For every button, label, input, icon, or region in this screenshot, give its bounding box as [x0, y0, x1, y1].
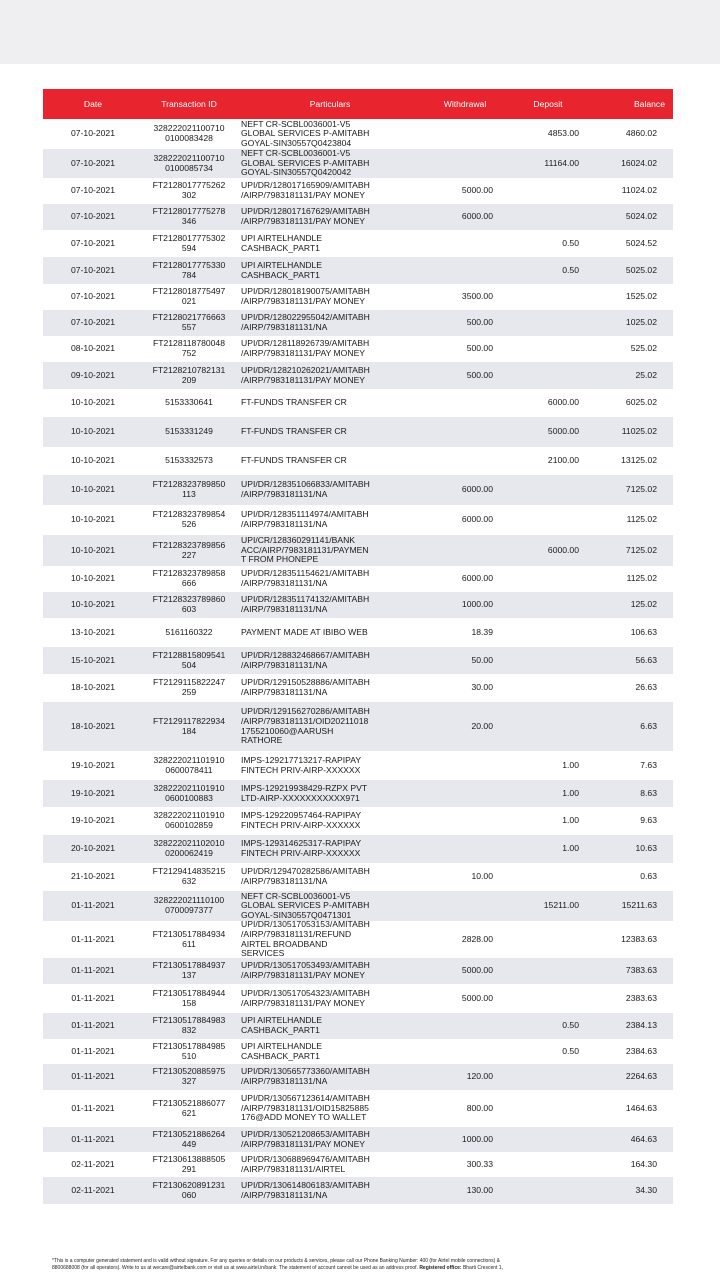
cell-balance: 2383.63 — [625, 992, 657, 1003]
cell-date: 08-10-2021 — [71, 343, 115, 354]
cell-transaction-id: FT2128017775262 302 — [152, 180, 226, 200]
cell-date: 09-10-2021 — [71, 369, 115, 380]
cell-deposit: 6000.00 — [547, 544, 579, 555]
cell-date: 07-10-2021 — [71, 237, 115, 248]
cell-date: 10-10-2021 — [71, 426, 115, 437]
cell-withdrawal: 6000.00 — [461, 573, 493, 584]
header-transaction-id: Transaction ID — [161, 99, 217, 109]
cell-withdrawal: 3500.00 — [461, 291, 493, 302]
cell-withdrawal: 300.33 — [466, 1158, 493, 1169]
cell-withdrawal: 500.00 — [466, 343, 493, 354]
cell-particulars: UPI/DR/128351154621/AMITABH /AIRP/7983181131/NA — [241, 568, 370, 588]
table-row — [43, 1152, 673, 1177]
cell-deposit: 1.00 — [562, 759, 579, 770]
cell-transaction-id: FT2128018775497 021 — [152, 286, 226, 306]
cell-transaction-id: FT2130517884983 832 — [152, 1015, 226, 1035]
cell-transaction-id: FT2130520885975 327 — [152, 1066, 226, 1086]
cell-particulars: NEFT CR-SCBL0036001-V5 GLOBAL SERVICES P-AMITABH GOYAL-SIN30557Q0420042 — [241, 148, 370, 178]
cell-transaction-id: 5161160322 — [165, 626, 213, 637]
cell-transaction-id: FT2128021776663 557 — [152, 312, 226, 332]
cell-withdrawal: 6000.00 — [461, 211, 493, 222]
cell-transaction-id: 5153330641 — [165, 397, 213, 408]
cell-balance: 56.63 — [635, 654, 657, 665]
table-row — [43, 984, 673, 1013]
cell-withdrawal: 5000.00 — [461, 992, 493, 1003]
table-row — [43, 336, 673, 362]
cell-date: 10-10-2021 — [71, 397, 115, 408]
cell-withdrawal: 120.00 — [466, 1071, 493, 1082]
table-row — [43, 362, 673, 389]
table-row — [43, 592, 673, 618]
cell-transaction-id: FT2130613888505 291 — [152, 1153, 226, 1174]
cell-balance: 5024.52 — [625, 237, 657, 248]
cell-balance: 125.02 — [630, 599, 657, 610]
cell-balance: 464.63 — [630, 1133, 657, 1144]
cell-balance: 164.30 — [630, 1158, 657, 1169]
table-row — [43, 119, 673, 149]
table-row — [43, 149, 673, 178]
cell-transaction-id: FT2128815809541 504 — [152, 649, 226, 670]
cell-particulars: FT-FUNDS TRANSFER CR — [241, 455, 347, 466]
cell-date: 02-11-2021 — [71, 1184, 115, 1195]
header-withdrawal: Withdrawal — [443, 99, 487, 109]
cell-date: 01-11-2021 — [71, 1045, 115, 1056]
cell-balance: 10.63 — [635, 843, 657, 854]
cell-particulars: UPI/DR/130517053493/AMITABH /AIRP/7983181131/PAY MONEY — [241, 960, 370, 980]
table-row — [43, 204, 673, 230]
table-row — [43, 447, 673, 475]
cell-particulars: UPI AIRTELHANDLE CASHBACK_PART1 — [241, 259, 323, 280]
table-row — [43, 835, 673, 863]
cell-date: 07-10-2021 — [71, 157, 115, 168]
cell-transaction-id: FT2128017775330 784 — [152, 259, 226, 280]
cell-particulars: IMPS-129219938429-RZPX PVT LTD-AIRP-XXXXXXXXXXX971 — [241, 782, 368, 803]
cell-particulars: IMPS-129217713217-RAPIPAY FINTECH PRIV-AIRP-XXXXXX — [241, 754, 362, 775]
cell-transaction-id: 328222021110100 0700097377 — [153, 895, 225, 915]
cell-particulars: FT-FUNDS TRANSFER CR — [241, 397, 347, 408]
cell-particulars: UPI/DR/129470282586/AMITABH /AIRP/7983181131/NA — [241, 866, 370, 886]
cell-particulars: UPI/DR/130688969476/AMITABH /AIRP/7983181131/AIRTEL — [241, 1153, 370, 1174]
table-row — [43, 257, 673, 284]
table-row — [43, 1090, 673, 1127]
cell-transaction-id: 328222021101910 0600100883 — [153, 782, 225, 803]
cell-withdrawal: 800.00 — [466, 1102, 493, 1113]
table-row — [43, 1064, 673, 1090]
cell-balance: 2384.63 — [625, 1045, 657, 1056]
table-row — [43, 310, 673, 336]
table-row — [43, 505, 673, 535]
cell-date: 07-10-2021 — [71, 317, 115, 328]
cell-particulars: UPI/DR/128351114974/AMITABH /AIRP/7983181131/NA — [241, 509, 369, 529]
table-row — [43, 566, 673, 592]
cell-balance: 7.63 — [640, 759, 657, 770]
cell-deposit: 0.50 — [562, 1020, 579, 1031]
cell-transaction-id: FT2129115822247 259 — [153, 677, 225, 697]
table-row — [43, 921, 673, 958]
cell-deposit: 4853.00 — [547, 128, 579, 139]
cell-particulars: PAYMENT MADE AT IBIBO WEB — [241, 626, 368, 637]
cell-transaction-id: 328222021101910 0600102859 — [153, 810, 225, 830]
cell-date: 10-10-2021 — [71, 599, 115, 610]
cell-withdrawal: 20.00 — [471, 720, 493, 731]
cell-particulars: UPI/CR/128360291141/BANK ACC/AIRP/7983181131/PAYMEN T FROM PHONEPE — [241, 535, 369, 565]
cell-balance: 13125.02 — [621, 455, 657, 466]
table-row — [43, 780, 673, 807]
cell-transaction-id: FT2130517884985 510 — [152, 1040, 226, 1061]
cell-balance: 4860.02 — [625, 128, 657, 139]
cell-date: 07-10-2021 — [71, 291, 115, 302]
cell-particulars: UPI/DR/128017165909/AMITABH /AIRP/7983181131/PAY MONEY — [241, 180, 370, 200]
cell-transaction-id: FT2128323789858 666 — [152, 568, 226, 588]
cell-balance: 1525.02 — [625, 291, 657, 302]
cell-transaction-id: 328222021101910 0600078411 — [153, 754, 225, 775]
cell-balance: 12383.63 — [621, 933, 657, 944]
cell-particulars: UPI/DR/129156270286/AMITABH /AIRP/7983181131/OID20211018 1755210060@AARUSH RATHORE — [241, 706, 370, 746]
cell-date: 01-11-2021 — [71, 965, 115, 976]
cell-date: 10-10-2021 — [71, 514, 115, 525]
footer-line-1: *This is a computer generated statement and is valid without signature. For any queries or details on our products & services, please call our Phone Banking Number: 400 (for Airtel mobile connections) & — [52, 1258, 501, 1264]
cell-deposit: 6000.00 — [547, 397, 579, 408]
cell-withdrawal: 500.00 — [466, 369, 493, 380]
cell-date: 10-10-2021 — [71, 544, 115, 555]
table-row — [43, 807, 673, 835]
cell-balance: 5024.02 — [625, 211, 657, 222]
cell-withdrawal: 5000.00 — [461, 965, 493, 976]
cell-date: 19-10-2021 — [71, 815, 115, 826]
cell-withdrawal: 1000.00 — [461, 1133, 493, 1144]
cell-particulars: UPI/DR/130517054323/AMITABH /AIRP/7983181131/PAY MONEY — [241, 987, 370, 1008]
cell-deposit: 11164.00 — [544, 157, 579, 168]
cell-transaction-id: FT2128017775278 346 — [152, 206, 226, 226]
cell-transaction-id: FT2128323789860 603 — [152, 594, 226, 614]
cell-particulars: UPI/DR/128118926739/AMITABH /AIRP/7983181131/PAY MONEY — [241, 338, 370, 358]
table-row — [43, 647, 673, 674]
cell-date: 01-11-2021 — [71, 1071, 115, 1082]
cell-particulars: NEFT CR-SCBL0036001-V5 GLOBAL SERVICES P-AMITABH GOYAL-SIN30557Q0423804 — [241, 118, 370, 148]
cell-deposit: 5000.00 — [547, 426, 579, 437]
cell-date: 13-10-2021 — [71, 626, 115, 637]
table-row — [43, 751, 673, 780]
cell-balance: 7125.02 — [625, 484, 657, 495]
cell-particulars: FT-FUNDS TRANSFER CR — [241, 426, 347, 437]
cell-balance: 106.63 — [630, 626, 657, 637]
cell-date: 10-10-2021 — [71, 573, 115, 584]
cell-particulars: UPI/DR/130567123614/AMITABH /AIRP/7983181131/OID15825885 176@ADD MONEY TO WALLET — [241, 1093, 370, 1123]
table-row — [43, 417, 673, 447]
cell-transaction-id: 5153331249 — [165, 426, 213, 437]
cell-particulars: UPI/DR/130565773360/AMITABH /AIRP/7983181131/NA — [241, 1066, 370, 1086]
cell-date: 01-11-2021 — [71, 1020, 115, 1031]
transaction-table — [43, 89, 673, 1204]
cell-withdrawal: 2828.00 — [461, 933, 493, 944]
header-deposit: Deposit — [533, 99, 563, 109]
cell-date: 18-10-2021 — [71, 682, 115, 693]
cell-deposit: 1.00 — [562, 815, 579, 826]
table-row — [43, 230, 673, 257]
cell-balance: 0.63 — [640, 871, 657, 882]
table-header — [43, 89, 673, 119]
cell-transaction-id: FT2128323789854 526 — [152, 509, 226, 529]
cell-particulars: UPI AIRTELHANDLE CASHBACK_PART1 — [241, 1040, 323, 1061]
header-particulars: Particulars — [309, 99, 351, 109]
cell-balance: 6025.02 — [625, 397, 657, 408]
cell-date: 07-10-2021 — [71, 211, 115, 222]
cell-particulars: NEFT CR-SCBL0036001-V5 GLOBAL SERVICES P-AMITABH GOYAL-SIN30557Q0471301 — [241, 890, 370, 920]
cell-balance: 1464.63 — [625, 1102, 657, 1113]
cell-withdrawal: 6000.00 — [461, 514, 493, 525]
table-row — [43, 1177, 673, 1204]
cell-date: 10-10-2021 — [71, 455, 115, 466]
cell-particulars: UPI/DR/128351066833/AMITABH /AIRP/7983181131/NA — [241, 479, 370, 499]
table-row — [43, 958, 673, 984]
table-row — [43, 535, 673, 566]
header-date: Date — [83, 99, 103, 109]
cell-balance: 9.63 — [640, 815, 657, 826]
cell-particulars: UPI/DR/130521208653/AMITABH /AIRP/7983181131/PAY MONEY — [241, 1128, 370, 1149]
cell-date: 21-10-2021 — [71, 871, 115, 882]
cell-balance: 2264.63 — [625, 1071, 657, 1082]
cell-withdrawal: 500.00 — [466, 317, 493, 328]
table-row — [43, 284, 673, 310]
cell-withdrawal: 10.00 — [471, 871, 493, 882]
table-row — [43, 389, 673, 417]
cell-balance: 7125.02 — [625, 544, 657, 555]
cell-transaction-id: FT2130517884937 137 — [152, 960, 226, 980]
cell-withdrawal: 30.00 — [471, 682, 493, 693]
cell-transaction-id: 328222021100710 0100083428 — [153, 123, 225, 143]
cell-date: 15-10-2021 — [71, 654, 115, 665]
cell-balance: 11025.02 — [621, 426, 657, 437]
cell-balance: 16024.02 — [621, 157, 657, 168]
cell-transaction-id: 328222021102010 0200062419 — [153, 838, 225, 858]
cell-balance: 11024.02 — [621, 185, 657, 196]
cell-withdrawal: 6000.00 — [461, 484, 493, 495]
table-row — [43, 1127, 673, 1152]
footer-registered-text: Bharti Crescent 1, — [462, 1265, 503, 1271]
cell-deposit: 1.00 — [562, 843, 579, 854]
cell-particulars: UPI/DR/129150528886/AMITABH /AIRP/7983181131/NA — [241, 677, 370, 697]
cell-particulars: UPI/DR/128832468667/AMITABH /AIRP/7983181131/NA — [241, 649, 370, 670]
cell-particulars: IMPS-129220957464-RAPIPAY FINTECH PRIV-AIRP-XXXXXX — [241, 810, 362, 830]
cell-date: 19-10-2021 — [71, 787, 115, 798]
cell-balance: 8.63 — [640, 787, 657, 798]
cell-balance: 1125.02 — [626, 573, 657, 584]
cell-balance: 25.02 — [635, 369, 657, 380]
cell-particulars: UPI/DR/128210262021/AMITABH /AIRP/7983181131/PAY MONEY — [241, 364, 370, 385]
cell-transaction-id: FT2130521886077 621 — [152, 1097, 226, 1118]
cell-transaction-id: FT2128017775302 594 — [152, 232, 226, 253]
cell-transaction-id: FT2130620891231 060 — [152, 1179, 226, 1200]
cell-deposit: 0.50 — [562, 237, 579, 248]
cell-date: 01-11-2021 — [71, 992, 115, 1003]
cell-transaction-id: FT2129414835215 632 — [152, 866, 226, 886]
cell-withdrawal: 50.00 — [471, 654, 493, 665]
cell-transaction-id: 328222021100710 0100085734 — [153, 152, 225, 173]
cell-transaction-id: FT2128118780048 752 — [153, 338, 225, 358]
cell-withdrawal: 1000.00 — [461, 599, 493, 610]
table-body — [43, 119, 673, 1204]
cell-balance: 1125.02 — [626, 514, 657, 525]
table-row — [43, 674, 673, 702]
cell-particulars: UPI AIRTELHANDLE CASHBACK_PART1 — [241, 232, 323, 253]
cell-date: 19-10-2021 — [71, 759, 115, 770]
cell-date: 10-10-2021 — [71, 484, 115, 495]
cell-date: 07-10-2021 — [71, 185, 115, 196]
cell-particulars: IMPS-129314625317-RAPIPAY FINTECH PRIV-AIRP-XXXXXX — [241, 838, 362, 858]
footer-registered-label: Registered office: — [419, 1265, 462, 1271]
cell-date: 20-10-2021 — [71, 843, 115, 854]
cell-date: 01-11-2021 — [71, 1133, 115, 1144]
cell-transaction-id: FT2128323789850 113 — [152, 479, 226, 499]
cell-withdrawal: 5000.00 — [461, 185, 493, 196]
cell-deposit: 15211.00 — [543, 900, 579, 911]
cell-transaction-id: FT2130517884944 158 — [152, 987, 226, 1008]
cell-balance: 34.30 — [635, 1184, 657, 1195]
footer-line-2-text: 8800688008 (for all operators). Write to us at wecare@airtelbank.com or visit us at www.airtel.in/bank. The statement of account cannot be used as an address proof. — [52, 1265, 418, 1271]
cell-date: 07-10-2021 — [71, 128, 115, 139]
top-bar — [0, 0, 720, 64]
cell-transaction-id: FT2128323789856 227 — [152, 539, 226, 560]
cell-transaction-id: FT2130521886264 449 — [152, 1128, 226, 1149]
cell-particulars: UPI/DR/128022955042/AMITABH /AIRP/7983181131/NA — [241, 312, 370, 332]
table-row — [43, 702, 673, 751]
cell-particulars: UPI/DR/130614806183/AMITABH /AIRP/7983181131/NA — [241, 1179, 370, 1200]
cell-date: 02-11-2021 — [71, 1158, 115, 1169]
cell-transaction-id: FT2130517884934 611 — [152, 928, 226, 949]
cell-particulars: UPI AIRTELHANDLE CASHBACK_PART1 — [241, 1015, 323, 1035]
cell-date: 07-10-2021 — [71, 264, 115, 275]
cell-balance: 5025.02 — [625, 264, 657, 275]
table-row — [43, 863, 673, 891]
cell-balance: 2384.13 — [625, 1020, 657, 1031]
cell-deposit: 2100.00 — [547, 455, 579, 466]
cell-particulars: UPI/DR/128351174132/AMITABH /AIRP/7983181131/NA — [241, 594, 370, 614]
table-row — [43, 891, 673, 921]
table-row — [43, 1013, 673, 1039]
footer-line-2 — [52, 1265, 672, 1272]
cell-particulars: UPI/DR/128018190075/AMITABH /AIRP/7983181131/PAY MONEY — [241, 286, 370, 306]
table-row — [43, 618, 673, 647]
cell-date: 01-11-2021 — [71, 1102, 115, 1113]
cell-balance: 6.63 — [640, 720, 657, 731]
table-row — [43, 475, 673, 505]
cell-transaction-id: 5153332573 — [165, 455, 213, 466]
cell-withdrawal: 130.00 — [466, 1184, 493, 1195]
cell-date: 01-11-2021 — [71, 933, 115, 944]
cell-balance: 26.63 — [635, 682, 657, 693]
cell-transaction-id: FT2128210782131 209 — [152, 364, 226, 385]
cell-balance: 15211.63 — [621, 900, 657, 911]
header-balance: Balance — [633, 99, 665, 109]
table-row — [43, 178, 673, 204]
cell-transaction-id: FT2129117822934 184 — [153, 715, 225, 736]
statement-footer — [52, 1258, 672, 1272]
cell-particulars: UPI/DR/130517053153/AMITABH /AIRP/7983181131/REFUND AIRTEL BROADBAND SERVICES — [241, 919, 370, 959]
cell-balance: 1025.02 — [625, 317, 657, 328]
cell-particulars: UPI/DR/128017167629/AMITABH /AIRP/7983181131/PAY MONEY — [241, 206, 370, 226]
cell-date: 18-10-2021 — [71, 720, 115, 731]
table-row — [43, 1039, 673, 1064]
cell-deposit: 0.50 — [562, 264, 579, 275]
cell-balance: 7383.63 — [625, 965, 657, 976]
cell-withdrawal: 18.39 — [471, 626, 493, 637]
cell-balance: 525.02 — [630, 343, 657, 354]
cell-deposit: 1.00 — [562, 787, 579, 798]
cell-deposit: 0.50 — [562, 1045, 579, 1056]
cell-date: 01-11-2021 — [71, 900, 115, 911]
